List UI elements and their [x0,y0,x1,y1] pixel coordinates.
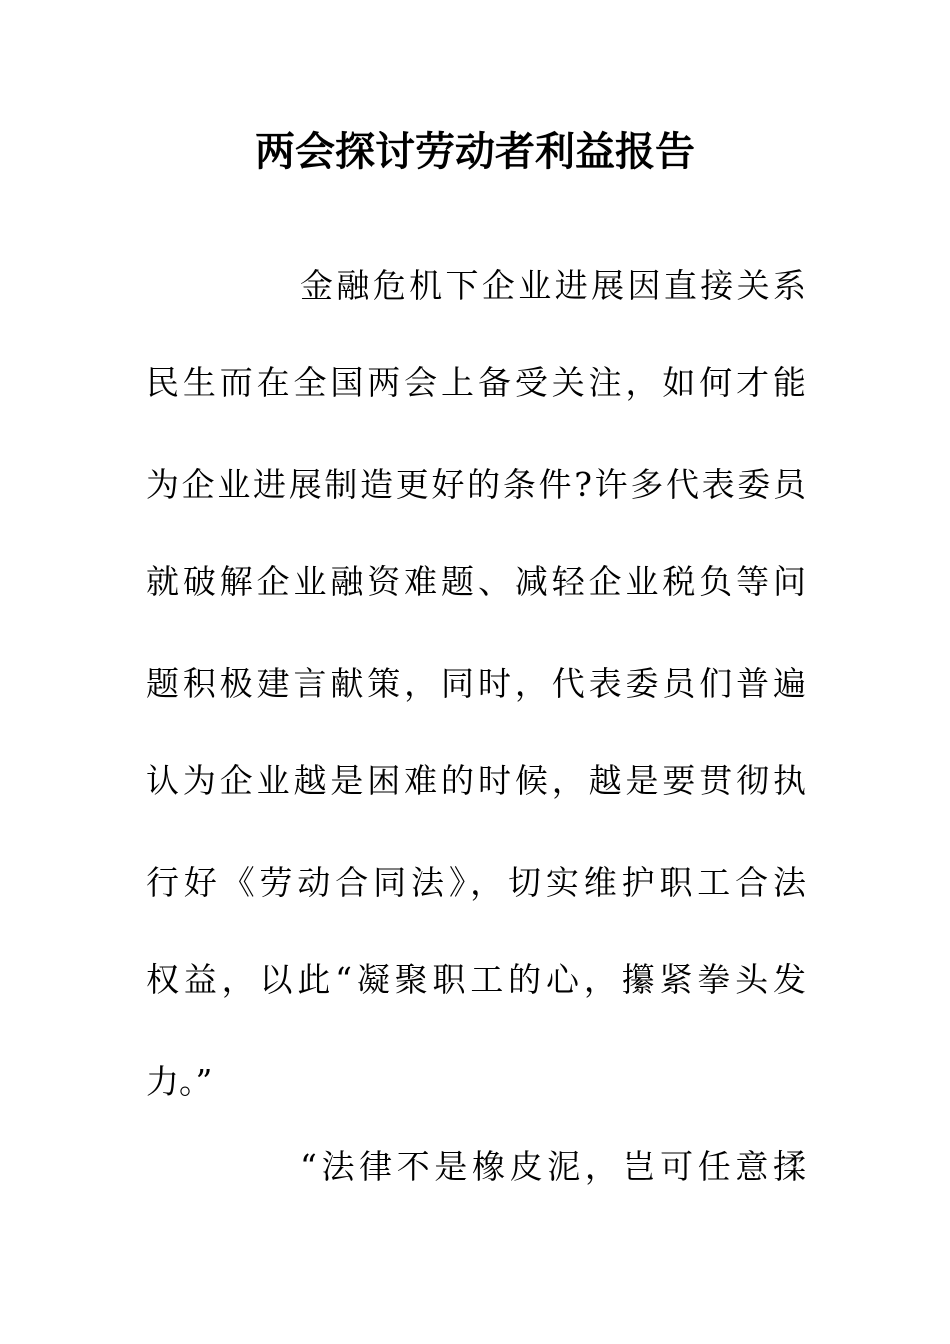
paragraph-line: 行好《劳动合同法》，切实维护职工合法 [146,863,806,902]
paragraph-line: 就破解企业融资难题、减轻企业税负等问 [146,562,806,601]
paragraph-line: 力。” [146,1062,213,1101]
document-title: 两会探讨劳动者利益报告 [255,128,695,175]
paragraph-line: 权益，以此“凝聚职工的心，攥紧拳头发 [146,960,806,999]
paragraph-line: 认为企业越是困难的时候，越是要贯彻执 [146,761,806,800]
paragraph-line: 金融危机下企业进展因直接关系 [300,266,806,305]
paragraph-line: “法律不是橡皮泥，岂可任意揉 [300,1147,806,1186]
paragraph-line: 为企业进展制造更好的条件?许多代表委员 [146,465,806,504]
paragraph-line: 民生而在全国两会上备受关注，如何才能 [146,363,806,402]
paragraph-line: 题积极建言献策，同时，代表委员们普遍 [146,664,806,703]
